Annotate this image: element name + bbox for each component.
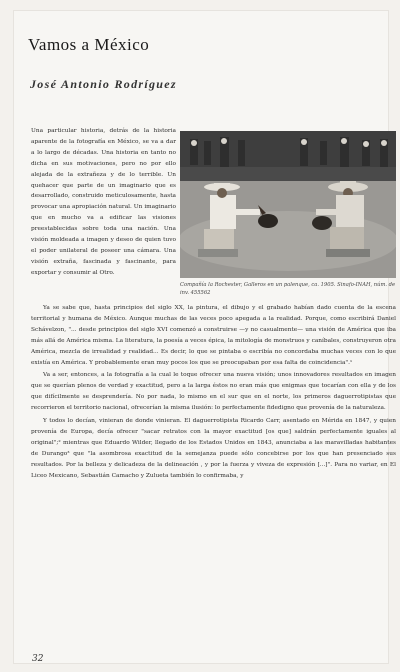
article-title: Vamos a México bbox=[28, 35, 150, 54]
body-paragraph: Ya se sabe que, hasta principios del siglo XX, la pintura, el dibujo y el grabado habían dado cuenta de la escena territorial y humana de México. Aunque muchas de las veces poco apegada a la realidad. Porque, como escribirá Daniel Schávelzon, "... desde principios del siglo XVI comenzó a construirse —y no casualmente— una visión de América que iba más allá de América misma. La literatura, la poesía a veces épica, la mitología de monstruos y caníbales, construyeron otra América, mezcla de irrealidad y realidad... Es decir, lo que se pintaba o escribía no concordaba muchas veces con lo que existía en América. Y probablemente eran muy pocos los que se preocupaban por esa falta de coincidencia".¹ bbox=[31, 305, 396, 366]
body-paragraph: Y todos lo decían, vinieran de donde vinieran. El daguerrotipista Ricardo Carr, asentado en Mérida en 1847, y quien provenía de Europa, decía ofrecer "sacar retratos con la mayor exactitud [os que] saldrán perfectamente iguales al original";² mientras que Eduardo Wilder, llegado de los Estados Unidos en 1843, anunciaba a las maravilladas habitantes de Durango³ que "la asombrosa exactitud de la semejanza puede sólo concebirse por los que han presenciado sus resultados. Por la belleza y delicadeza de la delineación , y por la fuerza y viveza de expresión [...]". Para no variar, en El Liceo Mexicano, Sebastián Camacho y Zulueta también lo confirmaba, y bbox=[31, 418, 396, 479]
page-number: 32 bbox=[32, 654, 44, 664]
intro-column-text: Una particular historia, detrás de la historia aparente de la fotografía en México, se va a dar a lo largo de décadas. Una historia en tanto no dicha en sus motivaciones, pero no por ello alejada de la extrañeza y de lo terrible. Un quehacer que parte de un imaginario que es desarrollado, construido meticulosamente, hasta provocar una apropiación natural. Un imaginario que en mucho va a edificar las visiones preestablecidas sobre toda una nación. Una visión moldeada a imagen y deseo de quien tuvo el poder unilateral de poseer una cámara. Una visión extraña, fascinada y fascinante, para exportar y consumir al Otro. bbox=[31, 128, 176, 276]
photo-caption: Compañía la Rochester, Galleros en un palenque, ca. 1905. Sinafo-INAH, núm. de inv. 455562 bbox=[180, 282, 396, 296]
article-author: José Antonio Rodríguez bbox=[30, 77, 177, 91]
cockfight-photograph bbox=[180, 131, 396, 278]
article-body bbox=[31, 303, 396, 484]
document-page bbox=[13, 10, 396, 664]
body-paragraph: Va a ser, entonces, a la fotografía a la cual le toque ofrecer una nueva visión; unos innovadores resultados en imagen que se querían plenos de verdad y exactitud, pero a la larga éstos no eran más que enigmas que tocarían con ella y de los que difícilmente se desprendería. No por nada, lo mismo en el sur que en el norte, los primeros daguerrotipistas que recorrieron el territorio nacional, ofrecerían la misma ilusión: lo perfectamente fidedigno que provenía de la naturaleza. bbox=[31, 372, 396, 412]
photograph-image bbox=[180, 131, 396, 278]
